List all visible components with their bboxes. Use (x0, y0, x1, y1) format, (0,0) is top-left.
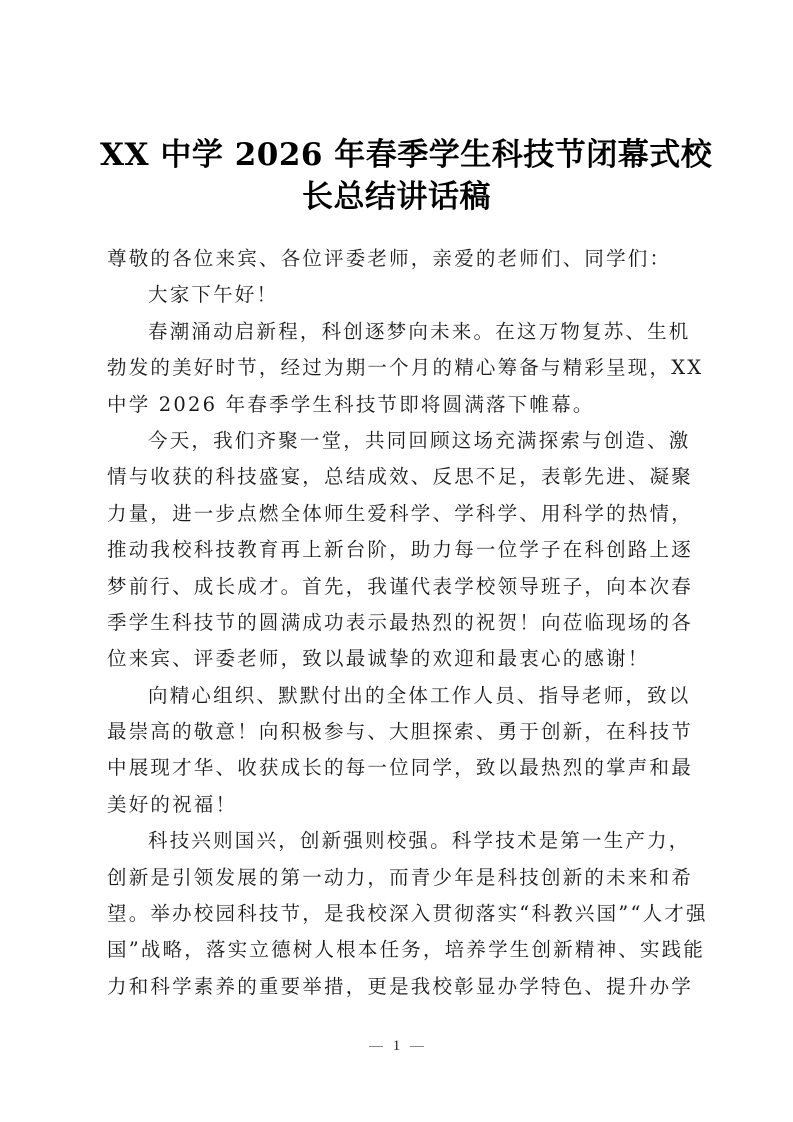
body-text-line: 尊敬的各位来宾、各位评委老师，亲爱的老师们、同学们： (107, 247, 672, 270)
dash-left (369, 1046, 383, 1047)
body-text-line: 季学生科技节的圆满成功表示最热烈的祝贺！向莅临现场的各 (107, 610, 693, 634)
body-text-line: 国”战略，落实立德树人根本任务，培养学生创新精神、实践能 (107, 938, 706, 962)
body-text-line: 勃发的美好时节，经过为期一个月的精心筹备与精彩呈现，XX (107, 356, 704, 380)
body-text-line: 向精心组织、默默付出的全体工作人员、指导老师，致以 (148, 683, 691, 707)
body-text-line: 今天，我们齐聚一堂，共同回顾这场充满探索与创造、激 (148, 428, 691, 452)
page-footer (0, 1038, 793, 1055)
body-text-line: 创新是引领发展的第一动力，而青少年是科技创新的未来和希 (107, 865, 693, 889)
body-text-line: 科技兴则国兴，创新强则校强。科学技术是第一生产力， (148, 829, 691, 853)
title-line-1: XX 中学 2026 年春季学生科技节闭幕式校 (100, 136, 713, 173)
title-line-2: 长总结讲话稿 (302, 178, 491, 215)
dash-right (410, 1046, 424, 1047)
document-body (107, 241, 708, 1005)
body-text-line: 力量，进一步点燃全体师生爱科学、学科学、用科学的热情， (107, 501, 693, 525)
body-text-line: 大家下午好！ (148, 283, 279, 307)
body-text-line: 中学 2026 年春季学生科技节即将圆满落下帷幕。 (107, 392, 595, 416)
body-text-line: 梦前行、成长成才。首先，我谨代表学校领导班子，向本次春 (107, 574, 693, 598)
body-text-line: 位来宾、评委老师，致以最诚挚的欢迎和最衷心的感谢！ (107, 647, 650, 671)
body-text-line: 中展现才华、收获成长的每一位同学，致以最热烈的掌声和最 (107, 756, 693, 780)
body-text-line: 美好的祝福！ (107, 792, 238, 816)
body-text-line: 情与收获的科技盛宴，总结成效、反思不足，表彰先进、凝聚 (107, 465, 693, 489)
body-text-line: 望。举办校园科技节，是我校深入贯彻落实“科教兴国”“人才强 (107, 902, 708, 926)
body-text-line: 春潮涌动启新程，科创逐梦向未来。在这万物复苏、生机 (148, 319, 691, 343)
body-text-line: 推动我校科技教育再上新台阶，助力每一位学子在科创路上逐 (107, 538, 693, 562)
body-text-line: 最崇高的敬意！向积极参与、大胆探索、勇于创新，在科技节 (107, 720, 693, 744)
body-text-line: 力和科学素养的重要举措，更是我校彰显办学特色、提升办学 (107, 974, 693, 998)
page-number: 1 (392, 1038, 401, 1054)
document-title (100, 134, 713, 218)
